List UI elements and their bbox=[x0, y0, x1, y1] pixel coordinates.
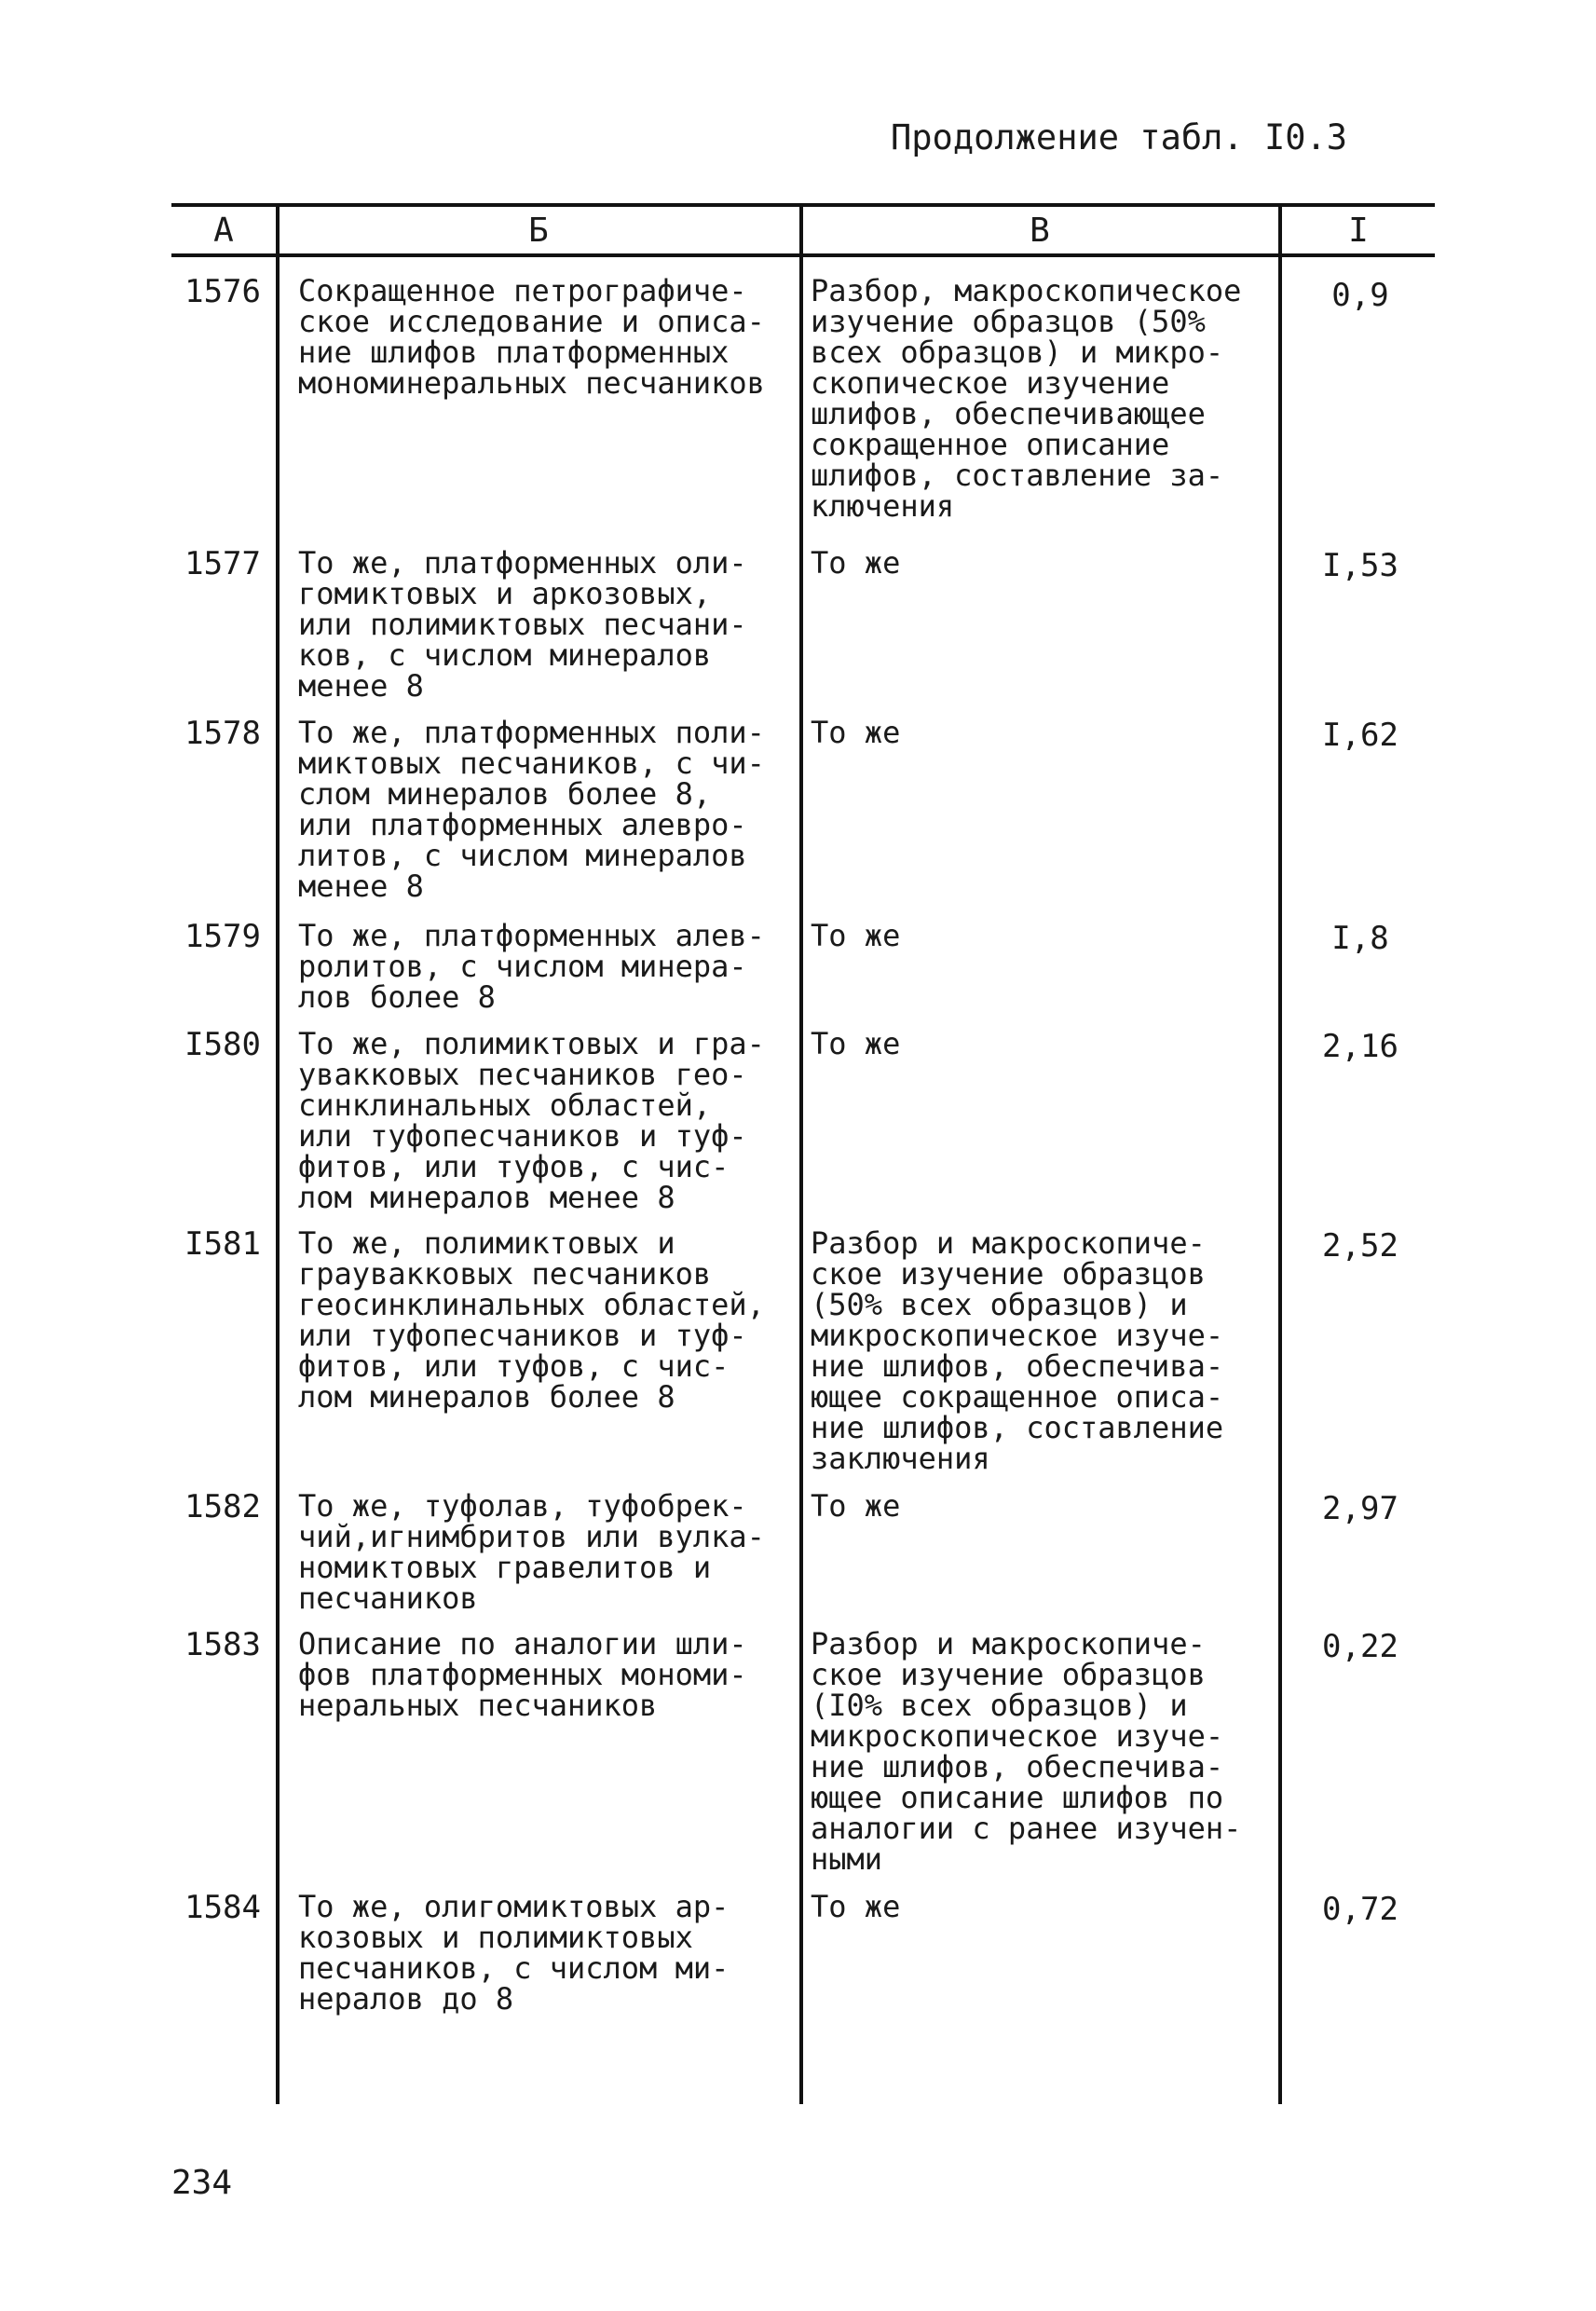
row-work-content: То же bbox=[811, 918, 901, 953]
row-value: I,53 bbox=[1322, 547, 1398, 584]
row-work-content: То же bbox=[811, 545, 901, 581]
row-work-content: То же bbox=[811, 1488, 901, 1524]
row-work-content: То же bbox=[811, 1026, 901, 1061]
row-number: I580 bbox=[184, 1026, 261, 1063]
row-description: То же, полимиктовых и граувакковых песчаников геосинклинальных областей, или туфопесчаников и туф- фитов, или туфов, с чис- лом минералов более 8 bbox=[298, 1225, 765, 1415]
header-bottom-rule bbox=[171, 253, 1435, 257]
column-divider-b-c bbox=[799, 203, 803, 2104]
row-number: 1584 bbox=[184, 1889, 261, 1926]
row-number: 1583 bbox=[184, 1626, 261, 1663]
row-description: То же, олигомиктовых ар- козовых и полимиктовых песчаников, с числом ми- нералов до 8 bbox=[298, 1889, 730, 2017]
row-value: 2,16 bbox=[1322, 1028, 1398, 1065]
row-description: То же, полимиктовых и гра- увакковых песчаников гео- синклинальных областей, или туфопесчаников и туф- фитов, или туфов, с чис- лом минералов менее 8 bbox=[298, 1026, 765, 1215]
row-number: I581 bbox=[184, 1225, 261, 1263]
row-number: 1576 bbox=[184, 273, 261, 310]
row-work-content: То же bbox=[811, 715, 901, 750]
row-work-content: Разбор и макроскопиче- ское изучение образцов (I0% всех образцов) и микроскопическое изуче- ние шлифов, обеспечива- ющее описание шлифов по аналогии с ранее изучен- ными bbox=[811, 1626, 1242, 1877]
row-value: 0,9 bbox=[1331, 277, 1389, 314]
row-work-content: Разбор, макроскопическое изучение образцов (50% всех образцов) и микро- скопическое изучение шлифов, обеспечивающее сокращенное описание шлифов, составление за- ключения bbox=[811, 273, 1242, 524]
row-value: I,8 bbox=[1331, 920, 1389, 957]
row-description: То же, платформенных алев- ролитов, с числом минера- лов более 8 bbox=[298, 918, 765, 1015]
column-divider-c-d bbox=[1278, 203, 1282, 2104]
row-work-content: То же bbox=[811, 1889, 901, 1924]
row-description: То же, туфолав, туфобрек- чий,игнимбритов или вулка- номиктовых гравелитов и песчаников bbox=[298, 1488, 765, 1616]
page-number: 234 bbox=[171, 2164, 233, 2202]
row-value: 0,22 bbox=[1322, 1628, 1398, 1665]
row-description: То же, платформенных оли- гомиктовых и аркозовых, или полимиктовых песчани- ков, с числом минералов менее 8 bbox=[298, 545, 747, 704]
row-value: 0,72 bbox=[1322, 1891, 1398, 1928]
row-number: 1578 bbox=[184, 715, 261, 752]
table-top-rule bbox=[171, 203, 1435, 207]
row-value: 2,52 bbox=[1322, 1227, 1398, 1265]
row-work-content: Разбор и макроскопиче- ское изучение образцов (50% всех образцов) и микроскопическое изуче- ние шлифов, обеспечива- ющее сокращенное описа- ние шлифов, составление заключения bbox=[811, 1225, 1224, 1476]
header-col-d: I bbox=[1348, 212, 1369, 250]
row-description: Сокращенное петрографиче- ское исследование и описа- ние шлифов платформенных мономинеральных песчаников bbox=[298, 273, 765, 401]
row-value: 2,97 bbox=[1322, 1490, 1398, 1527]
table-continuation-caption: Продолжение табл. I0.3 bbox=[891, 117, 1348, 157]
header-col-a: А bbox=[213, 212, 234, 250]
header-col-c: В bbox=[1030, 212, 1050, 250]
header-col-b: Б bbox=[528, 212, 549, 250]
row-number: 1577 bbox=[184, 545, 261, 582]
row-description: То же, платформенных поли- миктовых песчаников, с чи- слом минералов более 8, или платформенных алевро- литов, с числом минералов менее 8 bbox=[298, 715, 765, 904]
row-description: Описание по аналогии шли- фов платформенных мономи- неральных песчаников bbox=[298, 1626, 747, 1723]
row-number: 1582 bbox=[184, 1488, 261, 1525]
column-divider-a-b bbox=[276, 203, 280, 2104]
row-number: 1579 bbox=[184, 918, 261, 955]
row-value: I,62 bbox=[1322, 717, 1398, 754]
